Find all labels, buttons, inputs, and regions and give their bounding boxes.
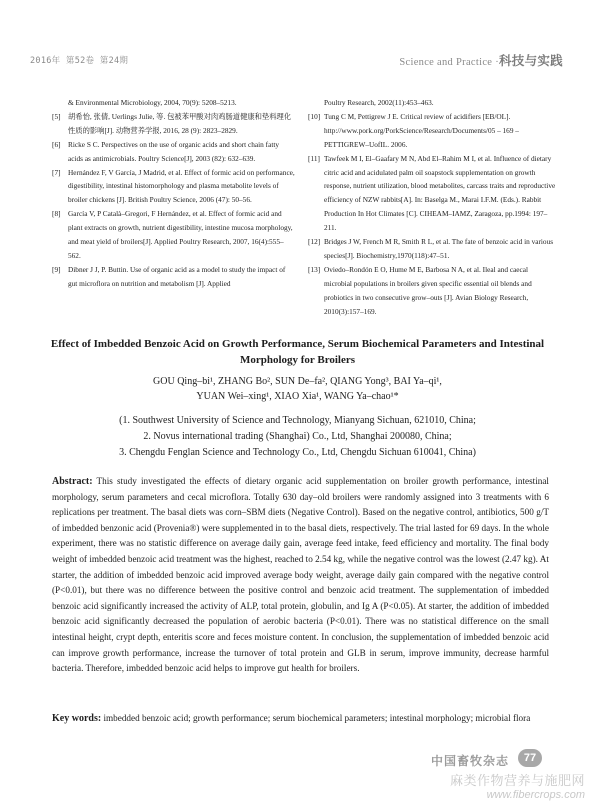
header-volume: 52 [74, 56, 86, 66]
reference-number: [ 7 ] [52, 166, 61, 180]
reference-item [308, 235, 556, 263]
running-header-issue [30, 54, 128, 66]
reference-number: [ 9 ] [52, 263, 61, 277]
reference-item [52, 263, 295, 291]
header-issue-suffix: 期 [119, 56, 129, 66]
reference-number: [ 11 ] [308, 152, 320, 166]
header-section-zh: 科技与实践 [498, 53, 563, 68]
reference-item [308, 110, 556, 152]
reference-text: Hernández F, V García, J Madrid, et al. Effect of formic acid on performance, digestibility, intestinal histomorphology and plasma metabolite levels of broiler chickens [J]. British Poultry Science, 2006 (47): 50–56. [68, 167, 295, 205]
reference-text: 胡希怡, 张倩, Uerlings Julie, 等. 包被苯甲酸对肉鸡肠道健康和垫料理化性质的影响[J]. 动物营养学报, 2016, 28 (9): 2823–2829. [68, 111, 292, 135]
reference-number: [ 6 ] [52, 138, 61, 152]
authors-line-1: GOU Qing–bi¹, ZHANG Bo², SUN De–fa², QIANG Yong³, BAI Ya–qi¹, [153, 376, 442, 387]
reference-item [52, 166, 295, 208]
reference-number: [ 5 ] [52, 110, 61, 124]
keywords [52, 711, 549, 727]
reference-text: Tung C M, Pettigrew J E. Critical review of acidifiers [EB/OL]. http://www.pork.org/PorkScience/Research/Documents/05 – 169 – PETTIGREW–UofIL. 2006. [324, 111, 519, 149]
reference-item [52, 110, 295, 138]
reference-number: [ 12 ] [308, 235, 320, 249]
affiliation-3: 3. Chengdu Fenglan Science and Technology Co., Ltd, Chengdu Sichuan 610041, China) [119, 447, 476, 458]
reference-text: García V, P Català–Gregori, F Hernández, et al. Effect of formic acid and plant extracts on growth, nutrient digestibility, intestine mucosa morphology, and meat yield of broilers[J]. Applied Poultry Research, 2007, 16(4):555–562. [68, 209, 293, 260]
author-list [60, 374, 535, 404]
abstract [52, 474, 549, 677]
affiliations [40, 413, 555, 461]
header-section-en: Science and Practice [399, 57, 493, 68]
header-year: 2016 [30, 56, 52, 66]
authors-line-2: YUAN Wei–xing¹, XIAO Xia¹, WANG Ya–chao¹* [196, 391, 399, 402]
site-watermark [450, 770, 585, 801]
keywords-label: Key words: [52, 713, 102, 724]
reference-number: [ 10 ] [308, 110, 320, 124]
header-volume-suffix: 卷 第 [85, 56, 109, 66]
reference-text: Bridges J W, French M R, Smith R L, et al. The fate of benzoic acid in various species[J]. Biochemistry,1970(118):47–51. [324, 237, 554, 260]
reference-text: Oviedo–Rondón E O, Hume M E, Barbosa N A, et al. Ileal and caecal microbial populations in broilers given specific essential oil blends and probiotics in two consecutive grow–outs [J]. Avian Biology Research, 2010(3):157–169. [324, 264, 532, 316]
references-right-column [308, 96, 556, 319]
page-number-badge: 77 [518, 749, 542, 767]
article-title: Effect of Imbedded Benzoic Acid on Growth Performance, Serum Biochemical Parameters and Intestinal Morphology for Broilers [50, 338, 545, 366]
reference-item [52, 96, 295, 110]
reference-text: Poultry Research, 2002(11):453–463. [324, 98, 434, 107]
reference-item [308, 152, 556, 235]
affiliation-2: 2. Novus international trading (Shanghai) Co., Ltd, Shanghai 200080, China; [143, 431, 452, 442]
header-issue: 24 [108, 56, 120, 66]
reference-item [52, 138, 295, 166]
watermark-url: www.fibercrops.com [486, 789, 585, 801]
running-header-section [399, 51, 563, 69]
reference-text: Dibner J J, P. Buttin. Use of organic acid as a model to study the impact of gut microflora on nutrition and metabolism [J]. Applied [68, 264, 286, 288]
reference-item [52, 207, 295, 263]
abstract-label: Abstract: [52, 476, 93, 487]
reference-number: [ 8 ] [52, 207, 61, 221]
watermark-name: 麻类作物营养与施肥网 [449, 774, 585, 789]
references-left-column [52, 96, 295, 291]
keywords-text: imbedded benzoic acid; growth performance; serum biochemical parameters; intestinal morphology; microbial flora [103, 713, 531, 723]
journal-name-logo: 中国畜牧杂志 [431, 754, 510, 768]
abstract-text: This study investigated the effects of dietary organic acid supplementation on broiler growth performance, intestinal morphology, serum parameters and cecal microflora. Totally 630 day–old broilers were randomly assigned into 3 treatments with 6 replications per treatment. The basal diets was corn–SBM diets (Negative Control). Based on the negative control, antibiotics, 500 g/T of imbedded benzonic acid (Provenia®) were supplemented in to the basal diets, respectively. The trial lasted for 69 days. In the whole experiment, there was no statistic difference on average daily gain, average feed intake, feed efficiency and mortality. The final body weight of imbedded benzoic acid treatment was the highest, reached to 2.54 kg, while the negative control was the lowest (2.47 kg). At starter, the addition of imbedded benzoic acid improved average body weight, average daily gain compared with the negative control (P<0.01), but there was no difference between the positive control and benzoic acid treatment. The supplementation of imbedded benzoic acid significantly increased the activity of ALP, total protein, globulin, and Ig A (P<0.05). At starter, the addition of imbedded benzoic acid significantly decreased the population of aerobic bacteria (P<0.01). There was no statistical difference on the small intestinal height, crypt depth, enteritis score and feces moisture content. In conclusion, the supplementation of imbedded benzoic acid can improve growth performance, increase the turnover of total protein and GLB in serum, improve immunity, decrease harmful bacteria. Therefore, imbedded benzoic acid helps to improve gut health for broilers. [52, 476, 549, 674]
reference-text: Ricke S C. Perspectives on the use of organic acids and short chain fatty acids as antimicrobials. Poultry Science[J], 2003 (82): 632–639. [68, 139, 280, 163]
reference-number: [ 13 ] [308, 263, 320, 277]
header-year-suffix: 年 第 [51, 56, 75, 66]
reference-text: & Environmental Microbiology, 2004, 70(9): 5208–5213. [68, 98, 237, 107]
reference-item [308, 263, 556, 319]
affiliation-1: (1. Southwest University of Science and Technology, Mianyang Sichuan, 621010, China; [119, 415, 476, 426]
header-section-dot: · [495, 57, 499, 68]
reference-text: Tawfeek M I, El–Gaafary M N, Abd El–Rahim M I, et al. Influence of dietary citric acid and acidulated palm oil soapstock supplementation on growth response, nutrient utilization, blood metabolites, carcass traits and reproductive efficiency of NZW rabbits[A]. In: Baselga M., Marai I.F.M. (Eds.). Rabbit Production In Hot Climates [C]. CIHEAM–IAMZ, Zaragoza, pp.1994: 197–211. [324, 153, 556, 233]
reference-item [308, 96, 556, 110]
